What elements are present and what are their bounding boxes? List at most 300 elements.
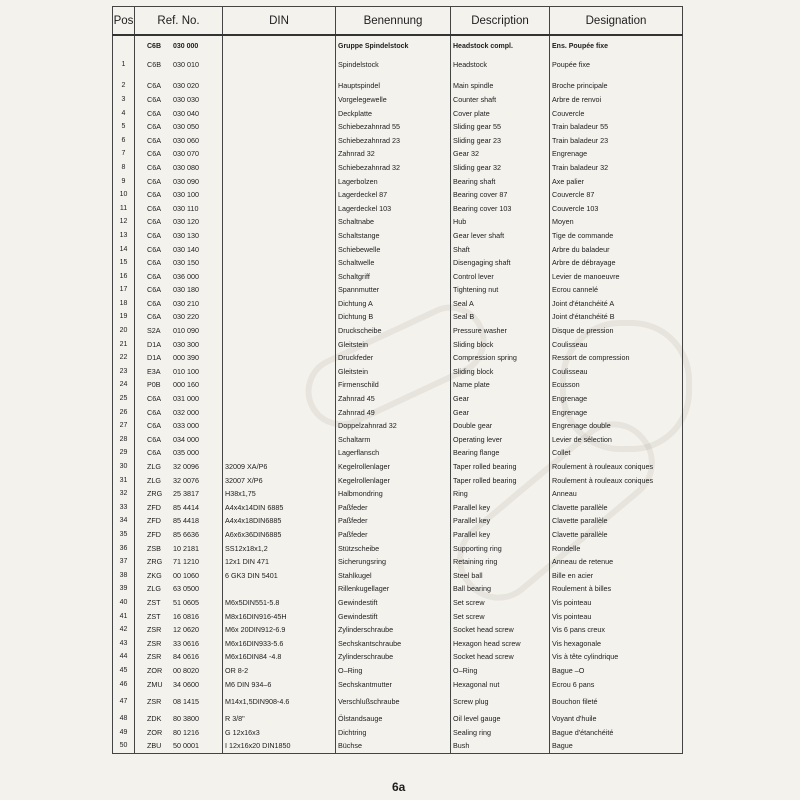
ref-prefix: ZST [147, 611, 161, 621]
ref-cell [135, 351, 223, 365]
benennung-cell: Schiebezahnrad 23 [336, 134, 451, 148]
benennung-cell: Ölstandsauge [336, 712, 451, 726]
description-cell: Gear lever shaft [451, 229, 550, 243]
table-row [113, 216, 683, 230]
pos-cell: 41 [113, 610, 135, 624]
designation-cell: Ecusson [550, 379, 683, 393]
ref-cell [135, 678, 223, 692]
designation-cell: Train baladeur 32 [550, 161, 683, 175]
ref-number: 85 4418 [173, 516, 199, 526]
benennung-cell: Schiebezahnrad 32 [336, 161, 451, 175]
din-cell [223, 202, 336, 216]
din-cell [223, 311, 336, 325]
table-row [113, 365, 683, 379]
table-row [113, 678, 683, 692]
ref-number: 034 000 [173, 434, 199, 444]
ref-cell [135, 120, 223, 134]
ref-number: 030 110 [173, 203, 199, 213]
pos-cell: 27 [113, 419, 135, 433]
table-row [113, 664, 683, 678]
ref-cell [135, 555, 223, 569]
benennung-cell: Zahnrad 32 [336, 148, 451, 162]
ref-prefix: C6A [147, 162, 161, 172]
din-cell [223, 583, 336, 597]
ref-number: 08 1415 [173, 696, 199, 706]
ref-cell [135, 93, 223, 107]
pos-cell: 33 [113, 501, 135, 515]
table-row [113, 270, 683, 284]
ref-prefix: ZRG [147, 557, 163, 567]
pos-cell: 14 [113, 243, 135, 257]
ref-cell [135, 324, 223, 338]
ref-prefix: C6A [147, 122, 161, 132]
designation-cell: Collet [550, 447, 683, 461]
benennung-cell: Zahnrad 45 [336, 392, 451, 406]
description-cell: Bearing flange [451, 447, 550, 461]
description-cell: Steel ball [451, 569, 550, 583]
designation-cell: Engrenage double [550, 419, 683, 433]
ref-number: 030 140 [173, 244, 199, 254]
ref-number: 000 160 [173, 380, 199, 390]
table-row [113, 175, 683, 189]
din-cell [223, 270, 336, 284]
designation-cell: Vis hexagonale [550, 637, 683, 651]
designation-cell: Axe palier [550, 175, 683, 189]
ref-number: 030 180 [173, 285, 199, 295]
pos-cell: 35 [113, 528, 135, 542]
ref-cell [135, 740, 223, 754]
table-row [113, 740, 683, 754]
din-cell: M14x1,5DIN908-4.6 [223, 691, 336, 712]
table-row [113, 637, 683, 651]
din-cell: I 12x16x20 DIN1850 [223, 740, 336, 754]
din-cell: M6x5DIN551-5.8 [223, 596, 336, 610]
designation-cell: Ens. Poupée fixe [550, 35, 683, 58]
ref-cell [135, 338, 223, 352]
benennung-cell: Druckscheibe [336, 324, 451, 338]
ref-number: 035 000 [173, 448, 199, 458]
designation-cell: Arbre de renvoi [550, 93, 683, 107]
ref-prefix: C6B [147, 59, 161, 69]
benennung-cell: Stützscheibe [336, 542, 451, 556]
table-row [113, 107, 683, 121]
din-cell: G 12x16x3 [223, 726, 336, 740]
ref-cell [135, 487, 223, 501]
pos-cell: 37 [113, 555, 135, 569]
benennung-cell: Schiebewelle [336, 243, 451, 257]
ref-cell [135, 284, 223, 298]
table-row [113, 256, 683, 270]
din-cell: A4x4x18DIN6885 [223, 515, 336, 529]
description-cell: Sliding block [451, 365, 550, 379]
benennung-cell: Gleitstein [336, 365, 451, 379]
pos-cell: 12 [113, 216, 135, 230]
table-row [113, 433, 683, 447]
benennung-cell: Spannmutter [336, 284, 451, 298]
description-cell: Double gear [451, 419, 550, 433]
ref-number: 030 130 [173, 230, 199, 240]
benennung-cell: Spindelstock [336, 58, 451, 72]
designation-cell: Roulement à rouleaux coniques [550, 460, 683, 474]
benennung-cell: Deckplatte [336, 107, 451, 121]
description-cell: Set screw [451, 596, 550, 610]
table-row [113, 80, 683, 94]
ref-cell [135, 726, 223, 740]
pos-cell: 48 [113, 712, 135, 726]
ref-cell [135, 148, 223, 162]
pos-cell: 3 [113, 93, 135, 107]
din-cell: A6x6x36DIN6885 [223, 528, 336, 542]
pos-cell: 29 [113, 447, 135, 461]
description-cell: Retaining ring [451, 555, 550, 569]
description-cell: Shaft [451, 243, 550, 257]
ref-prefix: C6A [147, 285, 161, 295]
pos-cell: 13 [113, 229, 135, 243]
ref-prefix: C6A [147, 244, 161, 254]
designation-cell: Vis pointeau [550, 596, 683, 610]
din-cell [223, 216, 336, 230]
ref-number: 12 0620 [173, 625, 199, 635]
table-row [113, 460, 683, 474]
description-cell: Bearing cover 103 [451, 202, 550, 216]
description-cell: Name plate [451, 379, 550, 393]
description-cell: Cover plate [451, 107, 550, 121]
ref-prefix: C6A [147, 108, 161, 118]
ref-prefix: C6A [147, 258, 161, 268]
table-row [113, 651, 683, 665]
pos-cell: 50 [113, 740, 135, 754]
din-cell [223, 161, 336, 175]
ref-cell [135, 406, 223, 420]
description-cell: Operating lever [451, 433, 550, 447]
din-cell [223, 419, 336, 433]
header-row [113, 7, 683, 36]
ref-prefix: C6B [147, 43, 162, 50]
parts-table [112, 6, 683, 754]
designation-cell: Ecrou cannelé [550, 284, 683, 298]
ref-number: 10 2181 [173, 543, 199, 553]
designation-cell: Clavette parallèle [550, 501, 683, 515]
ref-cell [135, 229, 223, 243]
designation-cell: Broche principale [550, 80, 683, 94]
pos-cell: 39 [113, 583, 135, 597]
table-row [113, 623, 683, 637]
table-row [113, 515, 683, 529]
din-cell [223, 379, 336, 393]
ref-prefix: S2A [147, 326, 161, 336]
ref-number: 030 010 [173, 59, 199, 69]
designation-cell: Train baladeur 23 [550, 134, 683, 148]
table-row [113, 148, 683, 162]
ref-prefix: C6A [147, 298, 161, 308]
table-row [113, 351, 683, 365]
ref-cell [135, 637, 223, 651]
pos-cell: 9 [113, 175, 135, 189]
benennung-cell: Schaltstange [336, 229, 451, 243]
description-cell: Bearing shaft [451, 175, 550, 189]
designation-cell: Coulisseau [550, 338, 683, 352]
din-cell: M8x16DIN916-45H [223, 610, 336, 624]
description-cell: Tightening nut [451, 284, 550, 298]
pos-cell: 1 [113, 58, 135, 72]
table-row [113, 569, 683, 583]
ref-number: 030 040 [173, 108, 199, 118]
designation-cell: Joint d'étanchéité B [550, 311, 683, 325]
ref-number: 80 1216 [173, 727, 199, 737]
ref-cell [135, 243, 223, 257]
ref-cell [135, 528, 223, 542]
ref-cell [135, 80, 223, 94]
description-cell: Parallel key [451, 528, 550, 542]
din-cell: A4x4x14DIN 6885 [223, 501, 336, 515]
pos-cell: 10 [113, 188, 135, 202]
din-cell: M6x16DIN84 -4.8 [223, 651, 336, 665]
designation-cell: Couvercle [550, 107, 683, 121]
table-row [113, 542, 683, 556]
ref-number: 80 3800 [173, 714, 199, 724]
din-cell [223, 324, 336, 338]
designation-cell: Clavette parallèle [550, 528, 683, 542]
description-cell: Hexagonal nut [451, 678, 550, 692]
din-cell: 32007 X/P6 [223, 474, 336, 488]
designation-cell: Poupée fixe [550, 58, 683, 72]
table-row [113, 120, 683, 134]
din-cell [223, 175, 336, 189]
ref-number: 033 000 [173, 421, 199, 431]
pos-cell: 4 [113, 107, 135, 121]
ref-prefix: C6A [147, 81, 161, 91]
description-cell: Control lever [451, 270, 550, 284]
table-row [113, 596, 683, 610]
ref-cell [135, 107, 223, 121]
ref-number: 000 390 [173, 353, 199, 363]
ref-cell [135, 610, 223, 624]
din-cell [223, 256, 336, 270]
group-row [113, 35, 683, 58]
header-din: DIN [223, 7, 336, 36]
ref-prefix: ZLG [147, 584, 161, 594]
ref-prefix: D1A [147, 339, 161, 349]
ref-number: 030 220 [173, 312, 199, 322]
designation-cell: Bouchon fileté [550, 691, 683, 712]
designation-cell: Moyen [550, 216, 683, 230]
ref-prefix: C6A [147, 271, 161, 281]
ref-cell [135, 161, 223, 175]
ref-number: 85 6636 [173, 529, 199, 539]
ref-prefix: C6A [147, 217, 161, 227]
table-row [113, 311, 683, 325]
table-row [113, 202, 683, 216]
ref-number: 85 4414 [173, 502, 199, 512]
pos-cell: 43 [113, 637, 135, 651]
ref-prefix: D1A [147, 353, 161, 363]
ref-number: 031 000 [173, 394, 199, 404]
din-cell [223, 351, 336, 365]
spacer-cell [550, 72, 683, 80]
pos-cell: 40 [113, 596, 135, 610]
ref-cell [135, 501, 223, 515]
pos-cell: 17 [113, 284, 135, 298]
benennung-cell: Schaltarm [336, 433, 451, 447]
benennung-cell: Halbmondring [336, 487, 451, 501]
table-row [113, 338, 683, 352]
benennung-cell: Zahnrad 49 [336, 406, 451, 420]
table-row [113, 528, 683, 542]
pos-cell: 6 [113, 134, 135, 148]
spacer-cell [135, 72, 223, 80]
table-row [113, 406, 683, 420]
designation-cell: Vis pointeau [550, 610, 683, 624]
benennung-cell: Paßfeder [336, 528, 451, 542]
description-cell: Bush [451, 740, 550, 754]
din-cell: M6 DIN 934–6 [223, 678, 336, 692]
benennung-cell: Lagerbolzen [336, 175, 451, 189]
ref-cell [135, 379, 223, 393]
pos-cell [113, 35, 135, 58]
din-cell: H38x1,75 [223, 487, 336, 501]
ref-cell [135, 175, 223, 189]
ref-cell [135, 134, 223, 148]
table-row [113, 188, 683, 202]
table-row [113, 474, 683, 488]
table-row [113, 392, 683, 406]
description-cell: Sliding gear 23 [451, 134, 550, 148]
pos-cell: 30 [113, 460, 135, 474]
benennung-cell: Lagerdeckel 103 [336, 202, 451, 216]
benennung-cell: Schaltwelle [336, 256, 451, 270]
pos-cell: 11 [113, 202, 135, 216]
ref-prefix: ZFD [147, 516, 161, 526]
ref-number: 036 000 [173, 271, 199, 281]
benennung-cell: Schiebezahnrad 55 [336, 120, 451, 134]
pos-cell: 45 [113, 664, 135, 678]
din-cell [223, 93, 336, 107]
pos-cell: 47 [113, 691, 135, 712]
designation-cell: Engrenage [550, 392, 683, 406]
description-cell: Compression spring [451, 351, 550, 365]
description-cell: Sliding gear 55 [451, 120, 550, 134]
din-cell [223, 120, 336, 134]
ref-number: 030 060 [173, 135, 199, 145]
benennung-cell: Dichtung B [336, 311, 451, 325]
benennung-cell: Doppelzahnrad 32 [336, 419, 451, 433]
din-cell [223, 80, 336, 94]
benennung-cell: Firmenschild [336, 379, 451, 393]
pos-cell: 15 [113, 256, 135, 270]
table-row [113, 501, 683, 515]
designation-cell: Vis à tête cylindrique [550, 651, 683, 665]
ref-cell [135, 623, 223, 637]
ref-cell [135, 596, 223, 610]
ref-prefix: ZFD [147, 502, 161, 512]
table-row [113, 487, 683, 501]
ref-prefix: ZSR [147, 625, 162, 635]
pos-cell: 18 [113, 297, 135, 311]
description-cell: Headstock compl. [451, 35, 550, 58]
ref-prefix: C6A [147, 230, 161, 240]
pos-cell: 8 [113, 161, 135, 175]
din-cell: OR 8-2 [223, 664, 336, 678]
designation-cell: Roulement à rouleaux coniques [550, 474, 683, 488]
ref-prefix: ZRG [147, 489, 163, 499]
ref-number: 032 000 [173, 407, 199, 417]
ref-cell [135, 270, 223, 284]
ref-cell [135, 365, 223, 379]
ref-number: 00 1060 [173, 570, 199, 580]
din-cell [223, 433, 336, 447]
pos-cell: 24 [113, 379, 135, 393]
benennung-cell: Lagerflansch [336, 447, 451, 461]
description-cell: Parallel key [451, 515, 550, 529]
ref-cell [135, 311, 223, 325]
pos-cell: 34 [113, 515, 135, 529]
description-cell: Parallel key [451, 501, 550, 515]
table-row [113, 229, 683, 243]
ref-prefix: C6A [147, 407, 161, 417]
ref-cell [135, 216, 223, 230]
ref-number: 33 0616 [173, 638, 199, 648]
din-cell [223, 447, 336, 461]
designation-cell: Bague d'étanchéité [550, 726, 683, 740]
benennung-cell: Zylinderschraube [336, 651, 451, 665]
designation-cell: Couvercle 103 [550, 202, 683, 216]
description-cell: Taper rolled bearing [451, 460, 550, 474]
table-row [113, 324, 683, 338]
designation-cell: Bague [550, 740, 683, 754]
din-cell [223, 392, 336, 406]
din-cell: 12x1 DIN 471 [223, 555, 336, 569]
pos-cell: 49 [113, 726, 135, 740]
description-cell: Sliding block [451, 338, 550, 352]
din-cell [223, 243, 336, 257]
ref-cell [135, 651, 223, 665]
ref-cell [135, 515, 223, 529]
pos-cell: 23 [113, 365, 135, 379]
pos-cell: 5 [113, 120, 135, 134]
ref-prefix: C6A [147, 203, 161, 213]
ref-prefix: ZMU [147, 679, 163, 689]
ref-prefix: C6A [147, 394, 161, 404]
description-cell: Gear [451, 392, 550, 406]
designation-cell: Arbre de débrayage [550, 256, 683, 270]
din-cell: 32009 XA/P6 [223, 460, 336, 474]
description-cell: Screw plug [451, 691, 550, 712]
benennung-cell: Sechskantschraube [336, 637, 451, 651]
ref-cell [135, 202, 223, 216]
designation-cell: Levier de manoeuvre [550, 270, 683, 284]
spacer-cell [451, 72, 550, 80]
description-cell: Gear [451, 406, 550, 420]
ref-prefix: P0B [147, 380, 161, 390]
din-cell [223, 148, 336, 162]
ref-prefix: C6A [147, 190, 161, 200]
ref-number: 030 030 [173, 94, 199, 104]
table-row [113, 243, 683, 257]
designation-cell: Vis 6 pans creux [550, 623, 683, 637]
ref-prefix: C6A [147, 434, 161, 444]
description-cell: Sealing ring [451, 726, 550, 740]
benennung-cell: Gleitstein [336, 338, 451, 352]
ref-cell [135, 256, 223, 270]
benennung-cell: Paßfeder [336, 501, 451, 515]
spacer-cell [223, 72, 336, 80]
description-cell: Hub [451, 216, 550, 230]
pos-cell: 26 [113, 406, 135, 420]
ref-cell [135, 542, 223, 556]
table-row [113, 379, 683, 393]
din-cell [223, 365, 336, 379]
ref-number: 71 1210 [173, 557, 199, 567]
